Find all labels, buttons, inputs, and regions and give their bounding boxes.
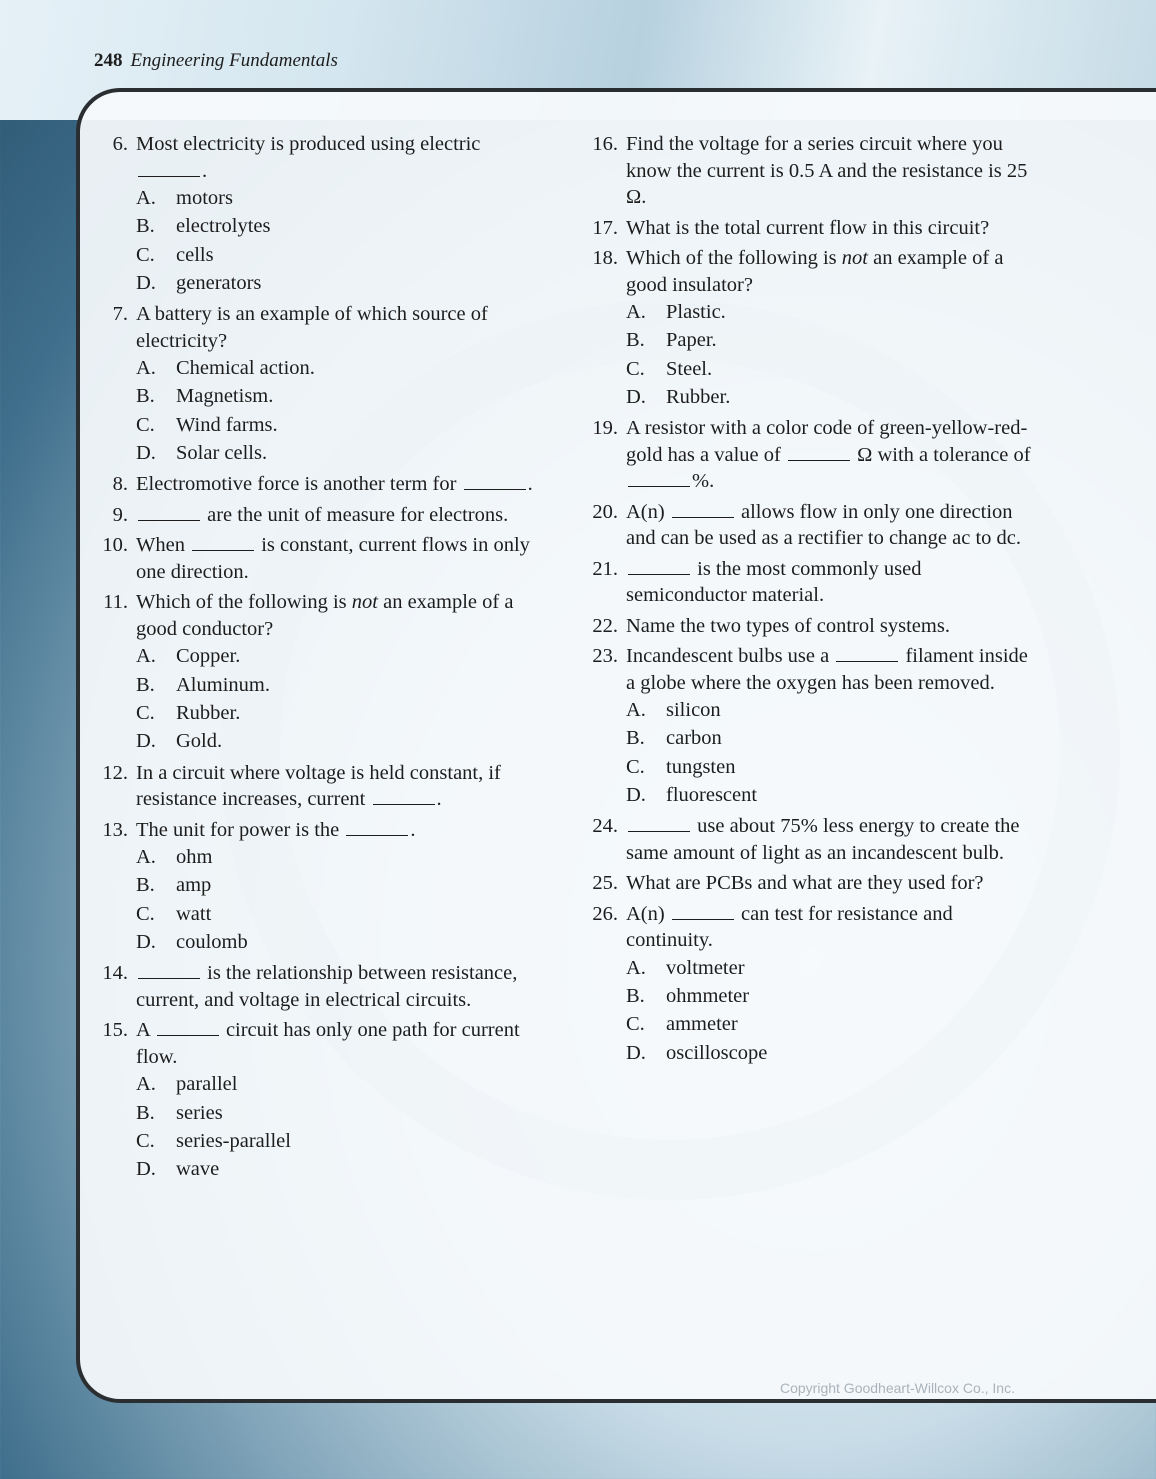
answer-option xyxy=(136,439,550,467)
option-text: ohm xyxy=(176,846,213,869)
question-item xyxy=(590,870,1040,897)
answer-option xyxy=(136,411,550,439)
option-text: electrolytes xyxy=(176,215,271,238)
question-number: 24. xyxy=(592,815,618,838)
answer-option xyxy=(136,241,550,269)
answer-option xyxy=(626,982,1040,1010)
question-item xyxy=(100,1017,550,1183)
option-text: watt xyxy=(176,902,212,925)
question-text xyxy=(626,615,950,637)
answer-options xyxy=(136,843,550,956)
question-number: 17. xyxy=(592,216,618,239)
answer-option xyxy=(626,753,1040,781)
option-letter: B. xyxy=(626,727,645,750)
question-item xyxy=(100,589,550,755)
answer-blank xyxy=(138,962,200,979)
answer-option xyxy=(136,642,550,670)
page-number: 248 xyxy=(94,50,123,71)
question-text xyxy=(136,762,501,811)
question-number: 18. xyxy=(592,247,618,269)
answer-blank xyxy=(373,788,435,805)
question-item xyxy=(590,901,1040,1067)
answer-blank xyxy=(628,815,690,832)
question-text xyxy=(136,591,513,640)
option-text: Gold. xyxy=(176,730,223,753)
question-text-segment: A xyxy=(136,1019,155,1042)
question-text xyxy=(136,1019,520,1068)
question-text-segment: . xyxy=(436,788,442,811)
question-item xyxy=(590,813,1040,866)
option-letter: A. xyxy=(136,1073,156,1096)
question-text-segment: can test for resistance and continuity. xyxy=(626,902,953,952)
book-title: Engineering Fundamentals xyxy=(130,50,338,71)
option-letter: A. xyxy=(136,846,156,869)
question-number: 6. xyxy=(112,133,128,155)
answer-option xyxy=(136,269,550,297)
answer-option xyxy=(626,298,1040,326)
option-text: generators xyxy=(176,271,262,294)
question-text xyxy=(136,534,530,583)
option-text: Paper. xyxy=(666,329,717,352)
option-text: Chemical action. xyxy=(176,357,315,380)
question-item xyxy=(100,471,550,498)
answer-option xyxy=(626,954,1040,982)
option-text: ammeter xyxy=(666,1013,738,1036)
question-text-segment: an example of a good insulator? xyxy=(626,247,1004,296)
question-text xyxy=(626,815,1020,864)
option-letter: A. xyxy=(136,645,156,668)
option-letter: A. xyxy=(626,301,646,323)
question-text xyxy=(626,558,921,607)
answer-blank xyxy=(192,534,254,551)
question-number: 7. xyxy=(112,303,128,326)
answer-options xyxy=(136,1070,550,1183)
option-letter: C. xyxy=(136,701,155,724)
option-text: Solar cells. xyxy=(176,442,268,465)
question-text xyxy=(626,133,1027,208)
question-text xyxy=(136,962,517,1011)
question-text-segment: Name the two types of control systems. xyxy=(626,614,950,637)
question-text-segment: is the most commonly used semiconductor material. xyxy=(626,557,922,607)
answer-options xyxy=(626,298,1040,411)
option-letter: A. xyxy=(136,357,156,380)
question-item xyxy=(100,502,550,529)
question-text-segment: What is the total current flow in this circuit? xyxy=(626,216,990,239)
option-letter: C. xyxy=(626,357,645,380)
answer-option xyxy=(136,1127,550,1155)
option-text: voltmeter xyxy=(666,956,745,979)
answer-option xyxy=(136,843,550,871)
question-text-segment: Which of the following is xyxy=(626,247,842,269)
option-text: silicon xyxy=(666,699,721,722)
option-letter: B. xyxy=(626,985,645,1008)
question-number: 12. xyxy=(102,761,128,784)
option-letter: C. xyxy=(136,1129,155,1152)
emphasized-word: not xyxy=(841,247,868,269)
question-item xyxy=(100,532,550,585)
question-number: 19. xyxy=(592,417,618,440)
question-text-segment: When xyxy=(136,534,191,557)
option-text: Magnetism. xyxy=(176,385,274,408)
option-letter: B. xyxy=(626,329,645,352)
question-text-segment: is constant, current flows in only one direction. xyxy=(136,534,530,583)
question-text-segment: %. xyxy=(692,470,715,493)
answer-options xyxy=(136,642,550,755)
option-letter: D. xyxy=(136,730,156,753)
answer-option xyxy=(136,871,550,899)
copyright-notice: Copyright Goodheart-Willcox Co., Inc. xyxy=(780,1380,1015,1396)
answer-option xyxy=(626,1010,1040,1038)
answer-blank xyxy=(672,903,734,920)
question-text xyxy=(136,473,533,495)
answer-blank xyxy=(464,473,526,490)
option-text: cells xyxy=(176,243,214,266)
option-text: ohmmeter xyxy=(666,985,750,1008)
answer-blank xyxy=(628,470,690,487)
answer-option xyxy=(626,355,1040,383)
question-text-segment: Most electricity is produced using electric xyxy=(136,133,481,155)
question-text-segment: an example of a good conductor? xyxy=(136,591,514,640)
answer-option xyxy=(136,354,550,382)
question-text xyxy=(626,501,1021,550)
question-text-segment: are the unit of measure for electrons. xyxy=(202,503,509,526)
option-text: Steel. xyxy=(666,357,713,380)
question-number: 22. xyxy=(592,614,618,637)
option-letter: B. xyxy=(136,385,155,408)
option-letter: D. xyxy=(136,930,156,953)
answer-options xyxy=(626,696,1040,809)
option-text: carbon xyxy=(666,727,722,750)
question-text xyxy=(626,247,1003,296)
option-text: series-parallel xyxy=(176,1129,291,1152)
option-letter: A. xyxy=(626,956,646,979)
question-number: 23. xyxy=(592,645,618,668)
option-letter: D. xyxy=(136,442,156,465)
answer-options xyxy=(136,354,550,467)
answer-blank xyxy=(346,819,408,836)
answer-option xyxy=(136,900,550,928)
option-text: oscilloscope xyxy=(666,1041,768,1064)
question-item xyxy=(590,499,1040,552)
option-letter: C. xyxy=(626,755,645,778)
question-text xyxy=(626,903,953,952)
option-letter: D. xyxy=(136,1158,156,1181)
answer-option xyxy=(626,781,1040,809)
question-number: 16. xyxy=(592,133,618,155)
question-item xyxy=(590,245,1040,411)
answer-option xyxy=(626,724,1040,752)
option-text: Rubber. xyxy=(666,385,731,408)
option-text: Rubber. xyxy=(176,701,241,724)
option-letter: A. xyxy=(136,187,156,209)
question-text-segment: filament inside a globe where the oxygen has been removed. xyxy=(626,645,1028,694)
question-number: 20. xyxy=(592,500,618,523)
question-number: 25. xyxy=(592,872,618,895)
question-text xyxy=(136,504,508,526)
question-text-segment: Ω with a tolerance of xyxy=(851,443,1031,466)
question-item xyxy=(100,760,550,813)
option-letter: C. xyxy=(136,413,155,436)
option-text: amp xyxy=(176,874,212,897)
question-text-segment: allows flow in only one direction and can be used as a rectifier to change ac to dc. xyxy=(626,500,1021,550)
question-text-segment: . xyxy=(527,473,533,496)
question-text-segment: A(n) xyxy=(626,500,670,523)
question-text-segment: The unit for power is the xyxy=(136,818,345,841)
option-letter: B. xyxy=(136,874,155,897)
emphasized-word: not xyxy=(351,591,378,614)
answer-option xyxy=(626,383,1040,411)
question-number: 15. xyxy=(102,1019,128,1042)
option-letter: D. xyxy=(626,784,646,807)
question-number: 10. xyxy=(102,534,128,557)
answer-option xyxy=(136,1155,550,1183)
question-text-segment: is the relationship between resistance, current, and voltage in electrical circuits. xyxy=(136,962,518,1011)
question-item xyxy=(590,643,1040,809)
right-question-column xyxy=(590,131,1040,1071)
answer-blank xyxy=(138,160,200,177)
answer-blank xyxy=(628,558,690,575)
option-text: Aluminum. xyxy=(176,673,270,696)
answer-option xyxy=(136,184,550,212)
answer-option xyxy=(626,696,1040,724)
question-text-segment: Incandescent bulbs use a xyxy=(626,645,835,668)
question-item xyxy=(100,960,550,1013)
answer-option xyxy=(136,382,550,410)
question-text xyxy=(136,819,416,841)
answer-option xyxy=(136,699,550,727)
question-item xyxy=(590,613,1040,640)
answer-option xyxy=(136,671,550,699)
question-item xyxy=(100,817,550,957)
question-text-segment: . xyxy=(202,159,208,182)
question-text xyxy=(136,303,488,352)
option-letter: D. xyxy=(626,385,646,408)
option-letter: D. xyxy=(626,1041,646,1064)
question-number: 11. xyxy=(103,591,128,614)
answer-options xyxy=(626,954,1040,1067)
option-text: parallel xyxy=(176,1073,238,1096)
question-text-segment: A(n) xyxy=(626,902,670,925)
question-number: 13. xyxy=(102,818,128,841)
option-letter: B. xyxy=(136,673,155,696)
answer-blank xyxy=(157,1019,219,1036)
question-text-segment: use about 75% less energy to create the same amount of light as an incandescent bulb. xyxy=(626,815,1020,864)
answer-options xyxy=(136,184,550,297)
option-text: Copper. xyxy=(176,645,241,668)
question-text-segment: Electromotive force is another term for xyxy=(136,473,462,496)
question-text xyxy=(626,872,984,894)
option-letter: B. xyxy=(136,215,155,238)
option-letter: C. xyxy=(136,243,155,266)
option-text: coulomb xyxy=(176,930,248,953)
question-text-segment: . xyxy=(410,818,416,841)
question-item xyxy=(100,131,550,297)
answer-option xyxy=(626,1039,1040,1067)
option-letter: B. xyxy=(136,1101,155,1124)
question-text-segment: What are PCBs and what are they used for? xyxy=(626,872,984,895)
left-question-column xyxy=(100,131,550,1187)
option-text: tungsten xyxy=(666,755,736,778)
option-text: wave xyxy=(176,1158,220,1181)
question-number: 26. xyxy=(592,902,618,925)
question-text xyxy=(626,645,1028,694)
question-item xyxy=(590,215,1040,242)
answer-option xyxy=(626,326,1040,354)
question-item xyxy=(590,131,1040,211)
question-text-segment: A battery is an example of which source of electricity? xyxy=(136,303,488,352)
option-letter: A. xyxy=(626,699,646,722)
question-text-segment: A resistor with a color code of green-yellow-red-gold has a value of xyxy=(626,417,1028,466)
question-item xyxy=(590,556,1040,609)
option-text: Wind farms. xyxy=(176,413,278,436)
answer-option xyxy=(136,1099,550,1127)
question-text-segment: In a circuit where voltage is held constant, if resistance increases, current xyxy=(136,761,501,811)
option-letter: C. xyxy=(136,902,155,925)
question-text xyxy=(136,133,480,182)
answer-option xyxy=(136,1070,550,1098)
option-text: series xyxy=(176,1101,223,1124)
question-text-segment: Which of the following is xyxy=(136,591,352,614)
answer-option xyxy=(136,212,550,240)
question-text xyxy=(626,417,1031,492)
option-letter: C. xyxy=(626,1013,645,1036)
question-number: 9. xyxy=(112,503,128,526)
answer-blank xyxy=(138,504,200,521)
answer-blank xyxy=(788,444,850,461)
question-item xyxy=(590,415,1040,495)
option-letter: D. xyxy=(136,271,156,294)
answer-option xyxy=(136,727,550,755)
page-header xyxy=(94,50,338,72)
answer-blank xyxy=(672,501,734,518)
option-text: fluorescent xyxy=(666,784,758,807)
question-number: 14. xyxy=(102,962,128,985)
question-number: 21. xyxy=(592,557,618,580)
option-text: motors xyxy=(176,187,233,209)
question-text xyxy=(626,217,989,239)
answer-blank xyxy=(836,645,898,662)
answer-option xyxy=(136,928,550,956)
option-text: Plastic. xyxy=(666,301,726,323)
question-item xyxy=(100,301,550,467)
question-number: 8. xyxy=(112,473,128,496)
question-text-segment: circuit has only one path for current flow. xyxy=(136,1019,520,1068)
question-text-segment: Find the voltage for a series circuit where you know the current is 0.5 A and the resistance is 25 Ω. xyxy=(626,133,1028,208)
